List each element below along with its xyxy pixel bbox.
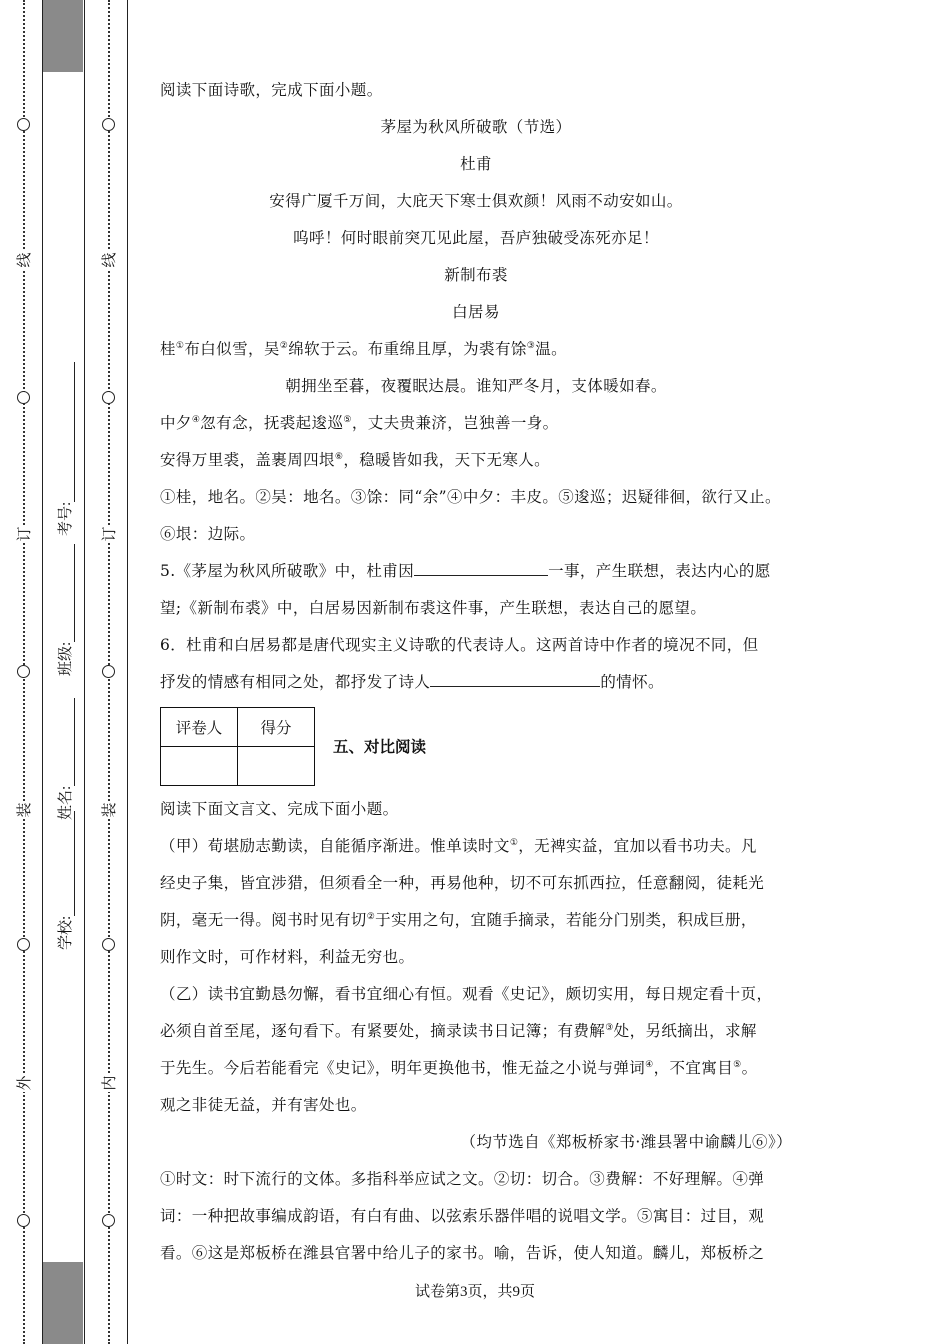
passage-source: （均节选自《郑板桥家书·潍县署中谕麟儿⑥》） — [460, 1133, 792, 1151]
passage-jia: 则作文时，可作材料，利益无穷也。 — [160, 948, 415, 966]
score-table — [160, 707, 315, 786]
passage-notes: 看。⑥这是郑板桥在潍县官署中给儿子的家书。喻，告诉，使人知道。麟儿，郑板桥之 — [160, 1244, 765, 1262]
exam-no-blank[interactable] — [60, 362, 75, 502]
poem-notes: ①桂，地名。②吴：地名。③馀：同“余”④中夕：丰皮。⑤逡巡；迟疑徘徊，欲行又止。 — [160, 488, 781, 506]
margin-circle — [102, 391, 115, 404]
footnote-marker: ① — [175, 340, 185, 351]
score-header: 得分 — [238, 707, 315, 746]
question-6-cont: 抒发的情感有相同之处，都抒发了诗人 的情怀。 — [160, 664, 792, 701]
margin-char-zhuang: 装 — [15, 802, 33, 818]
class-label: 班级: — [58, 641, 74, 676]
margin-char-wai: 外 — [15, 1075, 33, 1091]
margin-rule-right — [84, 0, 85, 1344]
question-5-cont: 望;《新制布裘》中，白居易因新制布裘这件事，产生联想，表达自己的愿望。 — [160, 599, 707, 617]
footnote-marker: ④ — [191, 414, 201, 425]
grader-cell[interactable] — [161, 746, 238, 785]
margin-rule-left — [42, 0, 43, 1344]
passage-yi: 观之非徒无益，并有害处也。 — [160, 1096, 367, 1114]
poem2-line: 朝拥坐至暮，夜覆眠达晨。谁知严冬月，支体暖如春。 — [285, 377, 667, 395]
school-field[interactable] — [54, 811, 75, 950]
footnote-marker: ① — [509, 837, 519, 848]
margin-circle — [17, 938, 30, 951]
exam-no-label: 考号: — [58, 501, 74, 536]
poem1-title: 茅屋为秋风所破歌（节选） — [380, 118, 572, 136]
poem2-author: 白居易 — [452, 303, 500, 321]
footnote-marker: ③ — [605, 1022, 614, 1033]
footnote-marker: ④ — [645, 1059, 654, 1070]
name-label: 姓名: — [58, 785, 74, 820]
poem1-author: 杜甫 — [460, 155, 492, 173]
passage-jia: 经史子集，皆宜涉猎，但须看全一种，再易他种，切不可东抓西拉，任意翻阅，徒耗光 — [160, 874, 765, 892]
name-blank[interactable] — [60, 698, 75, 786]
passage-notes: 词：一种把故事编成韵语，有白有曲、以弦索乐器伴唱的说唱文学。⑤寓目：过目，观 — [160, 1207, 765, 1225]
question-5: 5.《茅屋为秋风所破歌》中，杜甫因 一事，产生联想，表达内心的愿 — [160, 553, 792, 590]
margin-char-ding: 订 — [100, 526, 118, 542]
score-section — [160, 701, 792, 791]
page-footer: 试卷第3页，共9页 — [414, 1284, 535, 1300]
section-intro: 阅读下面文言文、完成下面小题。 — [160, 800, 399, 818]
name-field[interactable] — [54, 698, 75, 820]
passage-jia: 阴，毫无一得。阅书时见有切②于实用之句，宜随手摘录，若能分门别类，积成巨册， — [160, 911, 757, 929]
margin-char-ding: 订 — [15, 526, 33, 542]
passage-notes: ①时文：时下流行的文体。多指科举应试之文。②切：切合。③费解：不好理解。④弹 — [160, 1170, 765, 1188]
class-blank[interactable] — [60, 544, 75, 642]
margin-circle — [17, 391, 30, 404]
binding-margin — [0, 0, 130, 1344]
grader-header: 评卷人 — [161, 707, 238, 746]
margin-circle — [17, 118, 30, 131]
margin-circle — [102, 665, 115, 678]
margin-circle — [17, 665, 30, 678]
section-heading: 五、对比阅读 — [333, 738, 427, 756]
footnote-marker: ⑤ — [733, 1059, 742, 1070]
poem2-line: 安得万里裘，盖裹周四垠⑥，稳暖皆如我，天下无寒人。 — [160, 451, 551, 469]
class-field[interactable] — [54, 544, 75, 676]
margin-circle — [102, 938, 115, 951]
poem1-line: 呜呼！何时眼前突兀见此屋，吾庐独破受冻死亦足！ — [293, 229, 659, 247]
passage-yi: 于先生。今后若能看完《史记》，明年更换他书，惟无益之小说与弹词④，不宜寓目⑤。 — [160, 1059, 758, 1077]
passage-yi: （乙）读书宜勤恳勿懈，看书宜细心有恒。观看《史记》，颇切实用，每日规定看十页， — [160, 985, 773, 1003]
margin-circle — [102, 118, 115, 131]
poem-notes: ⑥垠：边际。 — [160, 525, 256, 543]
margin-rule-edge — [127, 0, 128, 1344]
answer-blank[interactable] — [414, 559, 548, 576]
margin-circle — [17, 1214, 30, 1227]
margin-char-xian: 线 — [15, 252, 33, 268]
margin-char-xian: 线 — [100, 252, 118, 268]
passage-jia: （甲）荀堪励志勤读，自能循序渐进。惟单读时文①，无裨实益，宜加以看书功夫。凡 — [160, 837, 757, 855]
footnote-marker: ⑥ — [334, 451, 344, 462]
footnote-marker: ③ — [526, 340, 536, 351]
exam-no-field[interactable] — [54, 362, 75, 536]
poem2-line: 桂①布白似雪，吴②绵软于云。布重绵且厚，为裘有馀③温。 — [160, 340, 568, 358]
question-6: 6．杜甫和白居易都是唐代现实主义诗歌的代表诗人。这两首诗中作者的境况不同，但 — [160, 636, 759, 654]
score-cell[interactable] — [238, 746, 315, 785]
school-blank[interactable] — [60, 811, 75, 916]
margin-gray-band-top — [43, 0, 83, 72]
passage-yi: 必须自首至尾，逐句看下。有紧要处，摘录读书日记簿；有费解③处，另纸摘出，求解 — [160, 1022, 757, 1040]
poem2-title: 新制布裘 — [444, 266, 508, 284]
footnote-marker: ⑤ — [343, 414, 352, 425]
poem-intro: 阅读下面诗歌，完成下面小题。 — [160, 81, 383, 99]
school-label: 学校: — [58, 915, 74, 950]
margin-char-nei: 内 — [100, 1075, 118, 1091]
footnote-marker: ② — [279, 340, 289, 351]
footnote-marker: ② — [366, 911, 376, 922]
margin-gray-band-bottom — [43, 1262, 83, 1344]
answer-blank[interactable] — [430, 670, 600, 687]
page-content — [160, 72, 792, 1272]
poem1-line: 安得广厦千万间，大庇天下寒士俱欢颜！风雨不动安如山。 — [269, 192, 683, 210]
margin-char-zhuang: 装 — [100, 802, 118, 818]
margin-circle — [102, 1214, 115, 1227]
poem2-line: 中夕④忽有念，抚裘起逡巡⑤，丈夫贵兼济，岂独善一身。 — [160, 414, 559, 432]
